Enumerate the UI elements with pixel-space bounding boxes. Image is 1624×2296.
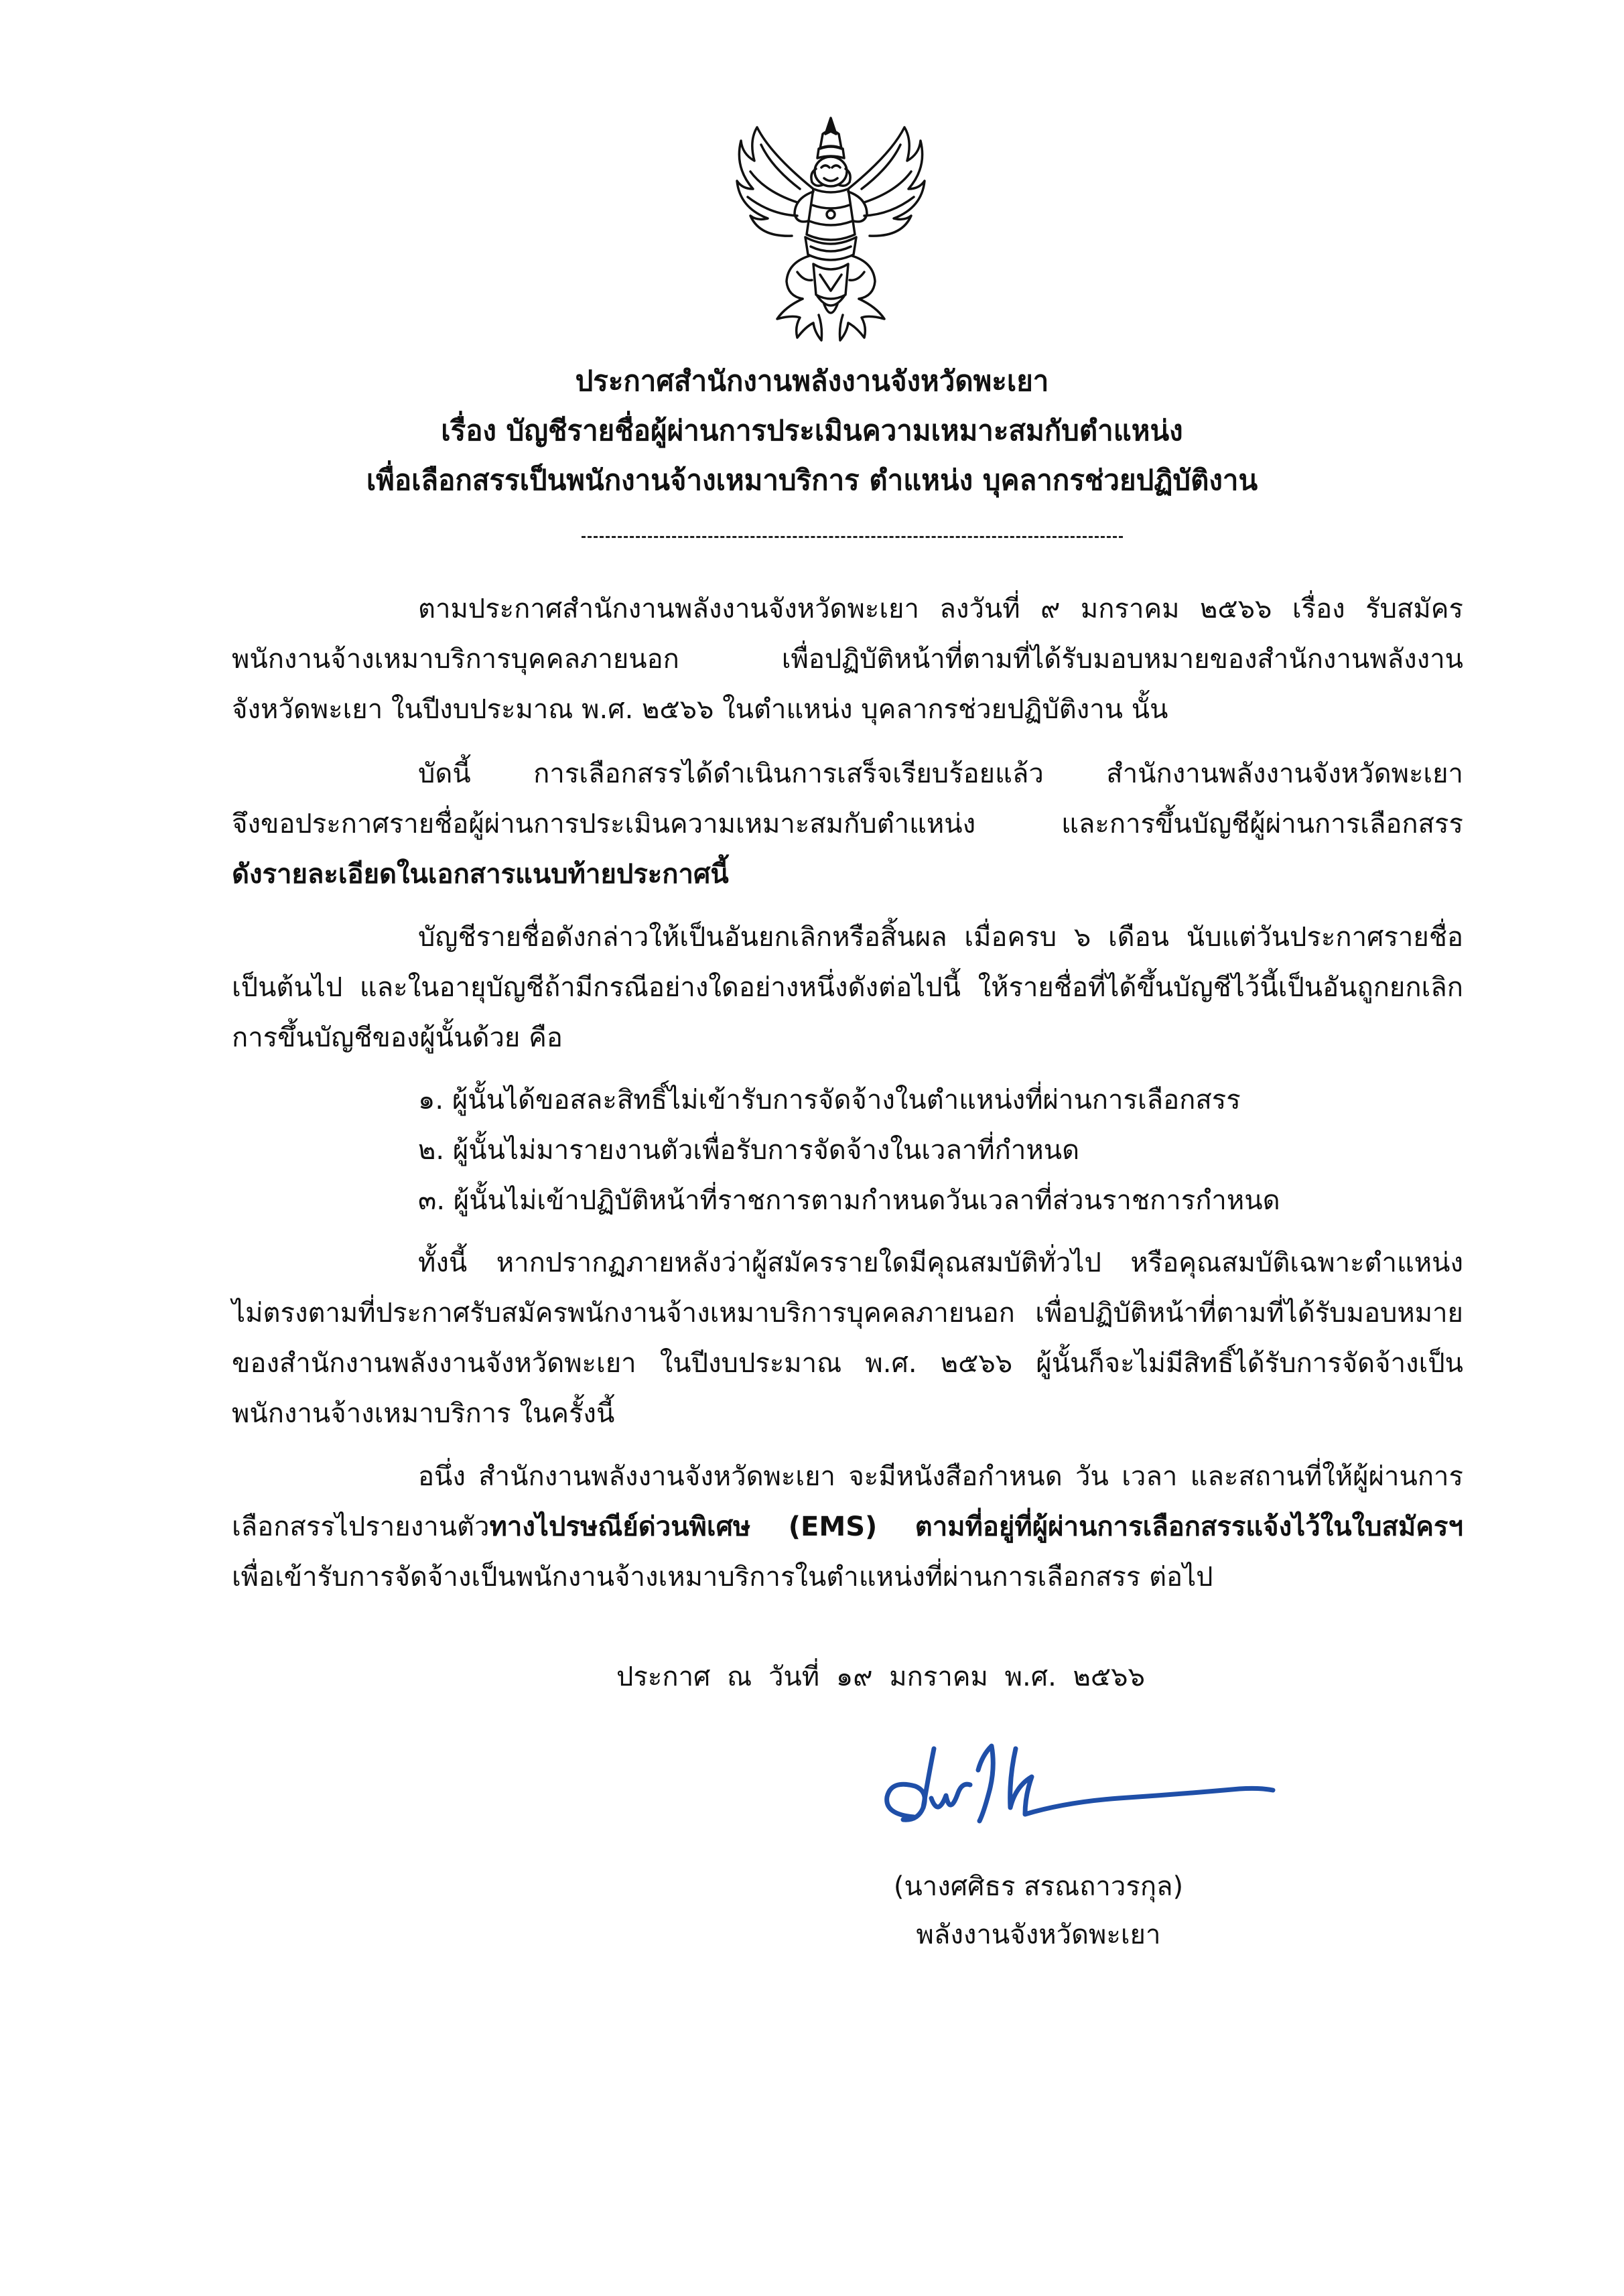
paragraph-validity	[232, 913, 1463, 1063]
heading-position: เพื่อเลือกสรรเป็นพนักงานจ้างเหมาบริการ ตำแหน่ง บุคลากรช่วยปฏิบัติงาน	[366, 464, 1258, 496]
garuda-emblem-icon	[730, 114, 931, 345]
paragraph-line: พนักงานจ้างเหมาบริการบุคคลภายนอก เพื่อปฏิบัติหน้าที่ตามที่ได้รับมอบหมายของสำนักงานพลังงาน	[232, 644, 1463, 675]
paragraph-reporting	[232, 1452, 1463, 1603]
paragraph-line: ของสำนักงานพลังงานจังหวัดพะเยา ในปีงบประมาณ พ.ศ. ๒๕๖๖ ผู้นั้นก็จะไม่มีสิทธิ์ได้รับการจัดจ้างเป็น	[232, 1348, 1463, 1379]
paragraph-line-prefix: เลือกสรรไปรายงานตัว	[232, 1511, 490, 1542]
paragraph-line: บัญชีรายชื่อดังกล่าวให้เป็นอันยกเลิกหรือสิ้นผล เมื่อครบ ๖ เดือน นับแต่วันประกาศรายชื่อ	[418, 922, 1463, 953]
list-item: ๒. ผู้นั้นไม่มารายงานตัวเพื่อรับการจัดจ้างในเวลาที่กำหนด	[418, 1135, 1080, 1166]
paragraph-line: จังหวัดพะเยา ในปีงบประมาณ พ.ศ. ๒๕๖๖ ในตำแหน่ง บุคลากรช่วยปฏิบัติงาน นั้น	[232, 694, 1168, 725]
paragraph-line: บัดนี้ การเลือกสรรได้ดำเนินการเสร็จเรียบร้อยแล้ว สำนักงานพลังงานจังหวัดพะเยา	[418, 758, 1463, 789]
list-item: ๓. ผู้นั้นไม่เข้าปฏิบัติหน้าที่ราชการตามกำหนดวันเวลาที่ส่วนราชการกำหนด	[418, 1185, 1280, 1216]
paragraph-disqualification	[232, 1238, 1463, 1439]
announcement-heading	[201, 356, 1423, 505]
list-item: ๑. ผู้นั้นได้ขอสละสิทธิ์ไม่เข้ารับการจัดจ้างในตำแหน่งที่ผ่านการเลือกสรร	[418, 1085, 1241, 1116]
paragraph-line-mixed	[232, 1502, 1463, 1552]
dashed-divider	[582, 536, 1123, 538]
handwritten-signature	[864, 1729, 1293, 1849]
paragraph-line: อนึ่ง สำนักงานพลังงานจังหวัดพะเยา จะมีหนังสือกำหนด วัน เวลา และสถานที่ให้ผู้ผ่านการ	[418, 1461, 1463, 1492]
paragraph-line: พนักงานจ้างเหมาบริการ ในครั้งนี้	[232, 1398, 615, 1429]
conditions-list	[232, 1075, 1463, 1226]
paragraph-line-bold: ดังรายละเอียดในเอกสารแนบท้ายประกาศนี้	[232, 859, 729, 890]
heading-subject: เรื่อง บัญชีรายชื่อผู้ผ่านการประเมินความเหมาะสมกับตำแหน่ง	[441, 414, 1183, 447]
paragraph-line: เป็นต้นไป และในอายุบัญชีถ้ามีกรณีอย่างใดอย่างหนึ่งดังต่อไปนี้ ให้รายชื่อที่ได้ขึ้นบัญชีไว้นี้เป็นอันถูกยกเลิก	[232, 972, 1463, 1003]
announcement-date: ประกาศ ณ วันที่ ๑๙ มกราคม พ.ศ. ๒๕๖๖	[616, 1662, 1145, 1692]
signer-name: (นางศศิธร สรณถาวรกุล)	[893, 1871, 1184, 1902]
ems-instruction-bold: ทางไปรษณีย์ด่วนพิเศษ (EMS) ตามที่อยู่ที่ผู้ผ่านการเลือกสรรแจ้งไว้ในใบสมัครฯ	[489, 1511, 1463, 1542]
paragraph-line: การขึ้นบัญชีของผู้นั้นด้วย คือ	[232, 1022, 563, 1053]
paragraph-line: จึงขอประกาศรายชื่อผู้ผ่านการประเมินความเหมาะสมกับตำแหน่ง และการขึ้นบัญชีผู้ผ่านการเลือกสรร	[232, 809, 1463, 839]
signer-block	[737, 1863, 1340, 1959]
signer-title: พลังงานจังหวัดพะเยา	[916, 1919, 1161, 1950]
paragraph-line: ตามประกาศสำนักงานพลังงานจังหวัดพะเยา ลงวันที่ ๙ มกราคม ๒๕๖๖ เรื่อง รับสมัคร	[418, 594, 1463, 624]
heading-agency: ประกาศสำนักงานพลังงานจังหวัดพะเยา	[575, 364, 1049, 397]
paragraph-line: ไม่ตรงตามที่ประกาศรับสมัครพนักงานจ้างเหมาบริการบุคคลภายนอก เพื่อปฏิบัติหน้าที่ตามที่ได้รับมอบหมาย	[232, 1298, 1463, 1329]
paragraph-line: ทั้งนี้ หากปรากฏภายหลังว่าผู้สมัครรายใดมีคุณสมบัติทั่วไป หรือคุณสมบัติเฉพาะตำแหน่ง	[418, 1247, 1463, 1278]
paragraph-reference	[232, 584, 1463, 735]
paragraph-line: เพื่อเข้ารับการจัดจ้างเป็นพนักงานจ้างเหมาบริการในตำแหน่งที่ผ่านการเลือกสรร ต่อไป	[232, 1562, 1213, 1593]
paragraph-announcement	[232, 749, 1463, 900]
